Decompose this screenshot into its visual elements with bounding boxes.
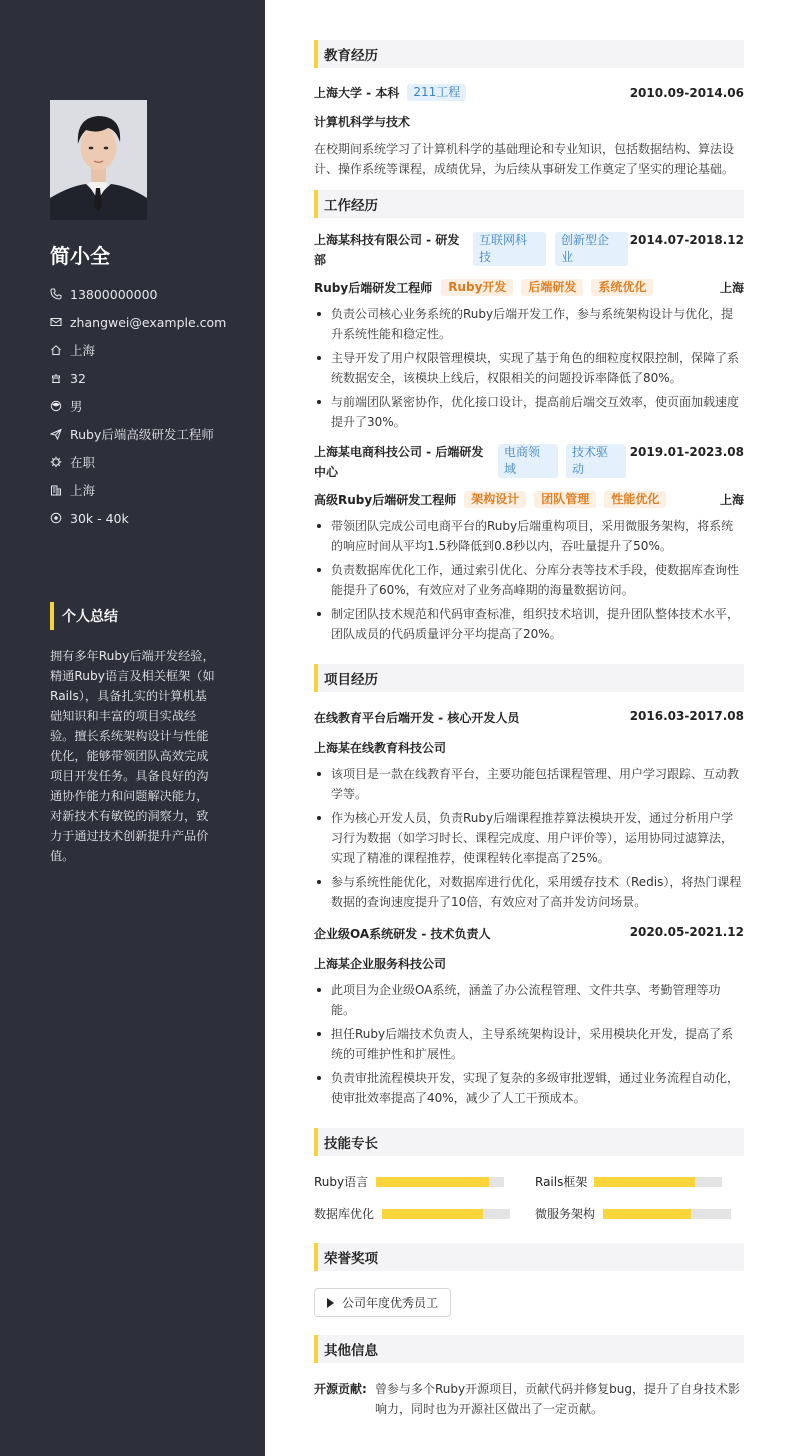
sidebar (0, 0, 265, 1456)
info-email-text: zhangwei@example.com (70, 314, 227, 330)
list-item: 负责公司核心业务系统的Ruby后端开发工作，参与系统架构设计与优化，提升系统性能和稳定性。 (314, 304, 744, 344)
awards-list (314, 1288, 744, 1317)
list-item: 带领团队完成公司电商平台的Ruby后端重构项目，采用微服务架构，将系统的响应时间从平均1.5秒降低到0.8秒以内，吞吐量提升了50%。 (314, 516, 744, 556)
mail-icon (50, 316, 62, 328)
skill-bar-fill (594, 1177, 695, 1187)
gender-icon (50, 400, 62, 412)
info-age (50, 364, 250, 392)
list-item: 作为核心开发人员，负责Ruby后端课程推荐算法模块开发，通过分析用户学习行为数据（如学习时长、课程完成度、用户评价等），运用协同过滤算法，实现了精准的课程推荐，使课程转化率提高了25%。 (314, 808, 744, 868)
status-icon (50, 456, 62, 468)
list-item: 制定团队技术规范和代码审查标准，组织技术培训，提升团队整体技术水平，团队成员的代码质量评分平均提高了20%。 (314, 604, 744, 644)
info-phone (50, 280, 250, 308)
project-date: 2016.03-2017.08 (629, 709, 744, 723)
award-label: 公司年度优秀员工 (342, 1296, 439, 1310)
project-company: 上海某在线教育科技公司 (314, 741, 447, 755)
info-position-text: Ruby后端高级研发工程师 (70, 427, 214, 442)
list-item: 负责审批流程模块开发，实现了复杂的多级审批逻辑，通过业务流程自动化，使审批效率提高了40%，减少了人工干预成本。 (314, 1068, 744, 1108)
major: 计算机科学与技术 (314, 115, 411, 129)
info-location (50, 336, 250, 364)
project-item (314, 709, 744, 912)
job-tag: 创新型企 业 (555, 232, 628, 266)
list-item: 参与系统性能优化，对数据库进行优化，采用缓存技术（Redis），将热门课程数据的查询速度提升了10倍，有效应对了高并发访问场景。 (314, 872, 744, 912)
info-status-text: 在职 (70, 455, 96, 470)
summary-text: 拥有多年Ruby后端开发经验，精通Ruby语言及相关框架（如Rails），具备扎实的计算机基础知识和丰富的项目实战经验。擅长系统架构设计与性能优化，能够带领团队高效完成项目开发任务。具备良好的沟通协作能力和问题解决能力，对新技术有敏锐的洞察力，致力于通过技术创新提升产品价值。 (50, 649, 215, 863)
other-info (314, 1379, 744, 1419)
job-company-line: 上海某科技有限公司 - 研发 (314, 233, 460, 247)
job-header (314, 442, 744, 482)
skill-item (314, 1173, 535, 1190)
age-icon (50, 372, 62, 384)
caret-right-icon (327, 1298, 334, 1308)
profile-photo (50, 100, 147, 220)
job-tag: 技术驱 动 (566, 444, 626, 478)
education-title: 教育经历 (314, 40, 744, 68)
info-city-text: 上海 (70, 483, 96, 498)
project-name: 企业级OA系统研发 - 技术负责人 (314, 927, 491, 941)
info-status (50, 448, 250, 476)
job-company-line: 上海某电商科技公司 - 后端研发 (314, 445, 484, 459)
project-company: 上海某企业服务科技公司 (314, 957, 447, 971)
projects-title: 项目经历 (314, 664, 744, 692)
project-header (314, 709, 744, 726)
skill-bar (594, 1177, 722, 1187)
job-date: 2014.07-2018.12 (629, 233, 744, 247)
skill-name: Rails框架 (535, 1175, 588, 1189)
education-header (314, 84, 744, 101)
job-bullets (314, 516, 744, 644)
list-item: 与前端团队紧密协作，优化接口设计，提高前后端交互效率，使页面加载速度提升了30%。 (314, 392, 744, 432)
skill-item (535, 1173, 744, 1190)
job-item (314, 442, 744, 644)
job-date: 2019.01-2023.08 (629, 445, 744, 459)
skill-tag: 后端研发 (521, 279, 583, 296)
skill-name: 数据库优化 (314, 1207, 375, 1221)
info-location-text: 上海 (70, 343, 96, 358)
info-position (50, 420, 250, 448)
skills-grid (314, 1173, 744, 1222)
info-salary-text: 30k - 40k (70, 510, 129, 526)
job-city: 上海 (719, 281, 744, 295)
job-company (314, 230, 466, 270)
other-label: 开源贡献: (314, 1382, 367, 1396)
info-city (50, 476, 250, 504)
skill-bar (376, 1177, 504, 1187)
project-bullets (314, 764, 744, 912)
avatar-portrait (50, 100, 147, 220)
skill-bar-fill (382, 1209, 483, 1219)
contact-info (50, 280, 250, 532)
job-bullets (314, 304, 744, 432)
work-title: 工作经历 (314, 190, 744, 218)
info-email (50, 308, 250, 336)
other-title: 其他信息 (314, 1335, 744, 1363)
skill-tag: 团队管理 (534, 491, 596, 508)
send-icon (50, 428, 62, 440)
skill-name: 微服务架构 (535, 1207, 596, 1221)
awards-title: 荣誉奖项 (314, 1243, 744, 1271)
phone-icon (50, 288, 62, 300)
education-desc: 在校期间系统学习了计算机科学的基础理论和专业知识，包括数据结构、算法设计、操作系统等课程，成绩优异，为后续从事研发工作奠定了坚实的理论基础。 (314, 142, 735, 176)
job-item (314, 230, 744, 432)
other-text (375, 1379, 740, 1419)
award-item[interactable] (314, 1288, 451, 1317)
job-tag: 互联网科 技 (473, 232, 546, 266)
job-company-line: 中心 (314, 465, 339, 479)
school-tag: 211工程 (407, 84, 466, 101)
skill-tag: 性能优化 (604, 491, 666, 508)
job-role-row (314, 491, 744, 508)
job-city: 上海 (719, 493, 744, 507)
home-icon (50, 344, 62, 356)
main-content (314, 40, 744, 1419)
job-tag: 电商领 域 (498, 444, 558, 478)
list-item: 此项目为企业级OA系统，涵盖了办公流程管理、文件共享、考勤管理等功能。 (314, 980, 744, 1020)
job-company-line: 部 (314, 253, 327, 267)
summary-title: 个人总结 (50, 602, 118, 630)
job-company (314, 442, 491, 482)
info-gender (50, 392, 250, 420)
list-item: 主导开发了用户权限管理模块，实现了基于角色的细粒度权限控制，保障了系统数据安全，该模块上线后，权限相关的问题投诉率降低了80%。 (314, 348, 744, 388)
skill-item (535, 1205, 744, 1222)
skill-bar (603, 1209, 731, 1219)
skill-tag: Ruby开发 (441, 279, 513, 296)
skill-bar-fill (603, 1209, 691, 1219)
project-header (314, 925, 744, 942)
other-text-line: 曾参与多个Ruby开源项目，贡献代码并修复bug，提升了自身技术影 (375, 1382, 740, 1396)
list-item: 该项目是一款在线教育平台，主要功能包括课程管理、用户学习跟踪、互动教学等。 (314, 764, 744, 804)
skill-name: Ruby语言 (314, 1175, 369, 1189)
project-bullets (314, 980, 744, 1108)
skill-bar (382, 1209, 510, 1219)
salary-icon (50, 512, 62, 524)
job-role-row (314, 279, 744, 296)
skill-bar-fill (376, 1177, 489, 1187)
candidate-name: 简小全 (50, 244, 110, 268)
info-gender-text: 男 (70, 399, 83, 414)
job-header (314, 230, 744, 270)
list-item: 担任Ruby后端技术负责人，主导系统架构设计，采用模块化开发，提高了系统的可维护性和扩展性。 (314, 1024, 744, 1064)
education-date: 2010.09-2014.06 (629, 85, 744, 100)
school-name: 上海大学 - 本科 (314, 86, 400, 100)
skills-title: 技能专长 (314, 1128, 744, 1156)
job-position: Ruby后端研发工程师 (314, 281, 433, 295)
project-item (314, 925, 744, 1108)
skill-item (314, 1205, 535, 1222)
info-salary (50, 504, 250, 532)
skill-tag: 系统优化 (591, 279, 653, 296)
info-phone-text: 13800000000 (70, 286, 158, 302)
other-text-line: 响力，同时也为开源社区做出了一定贡献。 (375, 1402, 604, 1416)
list-item: 负责数据库优化工作，通过索引优化、分库分表等技术手段，使数据库查询性能提升了60%，有效应对了业务高峰期的海量数据访问。 (314, 560, 744, 600)
project-name: 在线教育平台后端开发 - 核心开发人员 (314, 711, 520, 725)
skill-tag: 架构设计 (464, 491, 526, 508)
info-age-text: 32 (70, 370, 86, 386)
project-date: 2020.05-2021.12 (629, 925, 744, 939)
building-icon (50, 484, 62, 496)
job-position: 高级Ruby后端研发工程师 (314, 493, 457, 507)
